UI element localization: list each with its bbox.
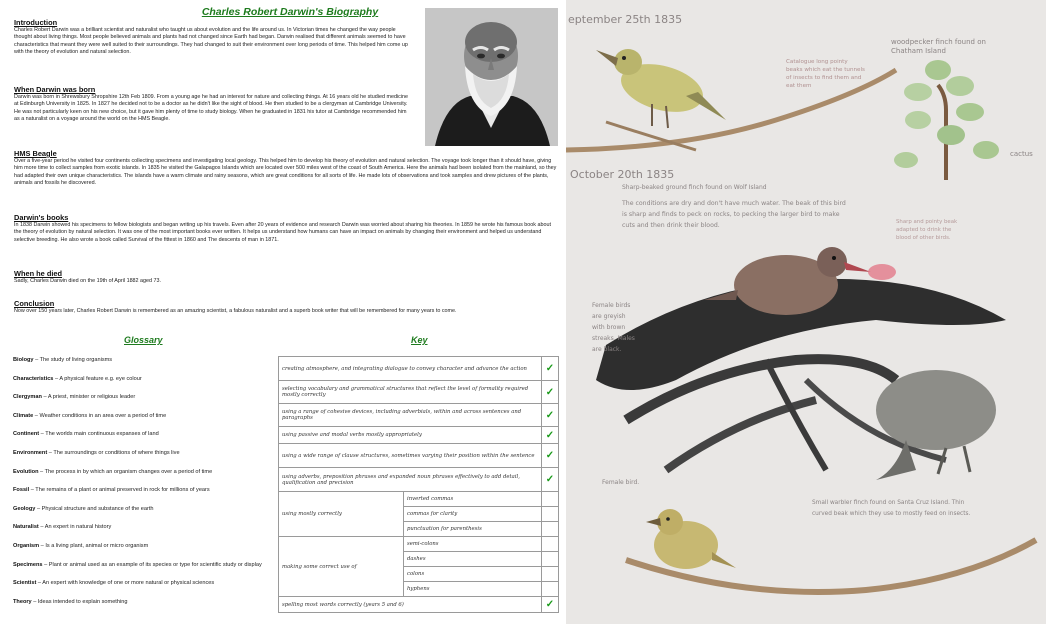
glossary-item: Fossil – The remains of a plant or animal preserved in rock for millions of years (13, 487, 210, 494)
glossary-item: Naturalist – An expert in natural history (13, 524, 112, 531)
check-icon: ✓ (542, 427, 559, 444)
key-group-label: using mostly correctly (279, 492, 404, 537)
check-icon: ✓ (542, 404, 559, 427)
key-row-text: using a wide range of clause structures, sometimes varying their position within the sentence (279, 444, 542, 468)
key-checklist-table (278, 356, 559, 613)
check-icon: ✓ (542, 468, 559, 492)
check-icon: ✓ (542, 444, 559, 468)
glossary-item: Theory – Ideas intended to explain something (13, 598, 128, 605)
key-row-text: selecting vocabulary and grammatical structures that reflect the level of formality required mostly correctly (279, 381, 542, 404)
glossary-item: Clergyman – A priest, minister or religious leader (13, 394, 136, 401)
empty-check-cell (542, 552, 559, 567)
empty-check-cell (542, 507, 559, 522)
key-subitem: colons (404, 567, 542, 582)
warbler-finch-icon (646, 509, 736, 569)
glossary-item: Evolution – The process in by which an organism changes over a period of time (13, 468, 213, 475)
key-subitem: inverted commas (404, 492, 542, 507)
section-darwins-books (14, 213, 558, 244)
date-september: eptember 25th 1835 (568, 13, 683, 26)
section-heading: Conclusion (14, 299, 55, 308)
woodpecker-finch-icon (596, 49, 726, 128)
key-row (279, 404, 559, 427)
glossary-item: Continent – The worlds main continuous expanses of land (13, 431, 159, 438)
key-title: Key (411, 335, 428, 345)
key-row (279, 537, 559, 552)
empty-check-cell (542, 582, 559, 597)
section-heading: Introduction (14, 18, 58, 27)
key-subitem: commas for clarity (404, 507, 542, 522)
section-heading: When he died (14, 269, 63, 278)
section-heading: HMS Beagle (14, 149, 57, 158)
section-body: Sadly, Charles Darwin died on the 19th of April 1882 aged 73. (14, 278, 162, 284)
finch-sketches (566, 0, 1046, 624)
check-icon: ✓ (542, 381, 559, 404)
key-subitem: dashes (404, 552, 542, 567)
section-when-born (14, 85, 412, 123)
key-row-text: creating atmosphere, and integrating dialogue to convey character and advance the action (279, 357, 542, 381)
glossary-item: Biology – The study of living organisms (13, 357, 113, 363)
check-icon: ✓ (542, 357, 559, 381)
key-row-text: using adverbs, preposition phrases and expanded noun phrases effectively to add detail, qualification and precision (279, 468, 542, 492)
notes-sharp-beaked-finch: The conditions are dry and don't have much water. The beak of this bird is sharp and finds to peck on rocks, to pecking the larger bird to make cuts and then drink their blood. (622, 200, 846, 229)
notes-female-male: Female birds are greyish with brown streaks. Males are black. (592, 302, 635, 353)
glossary-list (13, 357, 275, 617)
key-row (279, 427, 559, 444)
section-body: Over a five-year period he visited four continents collecting specimens and investigating local geology. This helped him to develop his theory of evolution and natural selection. The voyage took longer than it should have, giving him more time to collect samples from exotic islands. In 1835 he visited the Galapagos Islands which are located over 500 miles west of the coast of South America. Here the animals had been isolated from the mainland, so they had adapted their own unique characteristics. The islands have a warm climate and rainy seasons, which are great conditions for all sorts of life. He made lots of observations and took samples and drew pictures of the plants, animals and fossils he discovered. (14, 158, 557, 186)
cactus-drawing-icon (894, 60, 999, 180)
label-female-bird: Female bird. (602, 479, 640, 486)
empty-check-cell (542, 492, 559, 507)
section-conclusion (14, 299, 558, 315)
section-heading: When Darwin was born (14, 85, 96, 94)
document-title: Charles Robert Darwin's Biography (201, 6, 379, 18)
glossary-item: Geology – Physical structure and substance of the earth (13, 505, 154, 512)
notes-blood-beak: Sharp and pointy beak adapted to drink the blood of other birds. (896, 219, 958, 241)
empty-check-cell (542, 537, 559, 552)
section-body: Now over 150 years later, Charles Robert Darwin is remembered as an amazing scientist, a fabulous naturalist and a superb book writer that will be remembered for many years to come. (14, 308, 457, 314)
caption-sharp-beaked-finch: Sharp-beaked ground finch found on Wolf Island (622, 184, 767, 191)
label-cactus: cactus (1010, 150, 1033, 158)
key-row (279, 444, 559, 468)
empty-check-cell (542, 522, 559, 537)
date-october: October 20th 1835 (570, 168, 675, 181)
darwin-portrait-drawing (425, 8, 558, 146)
section-when-died (14, 269, 558, 285)
glossary-item: Characteristics – A physical feature e.g. eye colour (13, 375, 142, 382)
key-row (279, 381, 559, 404)
seabird-icon (876, 370, 996, 480)
section-heading: Darwin's books (14, 213, 69, 222)
section-body: Darwin was born in Shrewsbury Shropshire 12th Feb 1809. From a young age he had an interest for nature and collecting things. At 16 years old he studied medicine at Edinburgh University in 1825. In 1827 he decided not to be a doctor as he didn't like the sight of blood. He then studied to be a clergyman at Cambridge University. He was not particularly keen on his new choice, but it gave him plenty of time to study biology. When he graduated in 1831 his tutor at Cambridge recommended him as a naturalist on a voyage around the world on the HMS Beagle. (14, 94, 409, 122)
section-hms-beagle (14, 149, 558, 187)
glossary-item: Scientist – An expert with knowledge of one or more natural or physical sciences (13, 580, 215, 587)
key-subitem: punctuation for parenthesis (404, 522, 542, 537)
notes-warbler-finch: Small warbler finch found on Santa Cruz Island. Thin curved beak which they use to mostly feed on insects. (812, 500, 971, 517)
section-body: In 1838 Darwin showed his specimens to fellow biologists and began writing up his travels. Even after 20 years of evidence and research Darwin was worried about sharing his theories. In 1859 he wrote his famous book about the theory of evolution by natural selection. It was one of the most important books ever written. It helps us understand how humans can have an impact on animals by changing their environment and helped us understand selective breeding. He also wrote a book called Survival of the fittest in 1860 and The descents of man in 1871. (14, 222, 551, 243)
section-introduction (14, 18, 412, 56)
glossary-item: Organism – Is a living plant, animal or micro organism (13, 542, 149, 549)
darwin-portrait-image (425, 8, 558, 146)
section-body: Charles Robert Darwin was a brilliant scientist and naturalist who taught us about evolution and the life around us. In Victorian times he changed the way people thought about living things. Most people believed animals and plants had not changed since Earth had began. Darwin realised that different animals seemed to have characteristics that meant they were well suited to their surroundings. They had changed to suit their environment over long periods of time. This helped him come up with the theory of evolution and natural selection. (14, 27, 408, 55)
empty-check-cell (542, 567, 559, 582)
glossary-item: Specimens – Plant or animal used as an example of its species or type for scientific study or display (13, 561, 262, 568)
check-icon: ✓ (542, 597, 559, 613)
key-row-text: using a range of cohesive devices, including adverbials, within and across sentences and paragraphs (279, 404, 542, 427)
key-row-text: spelling most words correctly (years 5 and 6) (279, 597, 542, 613)
glossary-title: Glossary (124, 335, 163, 345)
key-row (279, 357, 559, 381)
key-row (279, 492, 559, 507)
glossary-item: Climate – Weather conditions in an area over a period of time (13, 412, 167, 419)
key-subitem: semi-colons (404, 537, 542, 552)
key-row (279, 597, 559, 613)
caption-woodpecker-finch: woodpecker finch found on Chatham Island (891, 38, 986, 55)
caption-tunnel-insects: Catalogue long pointy beaks which eat the tunnels of insects to find them and eat them (786, 59, 865, 89)
key-group-label: making some correct use of (279, 537, 404, 597)
notebook-drawing-page (566, 0, 1046, 624)
key-row-text: using passive and modal verbs mostly appropriately (279, 427, 542, 444)
key-subitem: hyphens (404, 582, 542, 597)
key-row (279, 468, 559, 492)
glossary-item: Environment – The surroundings or conditions of where things live (13, 449, 180, 456)
